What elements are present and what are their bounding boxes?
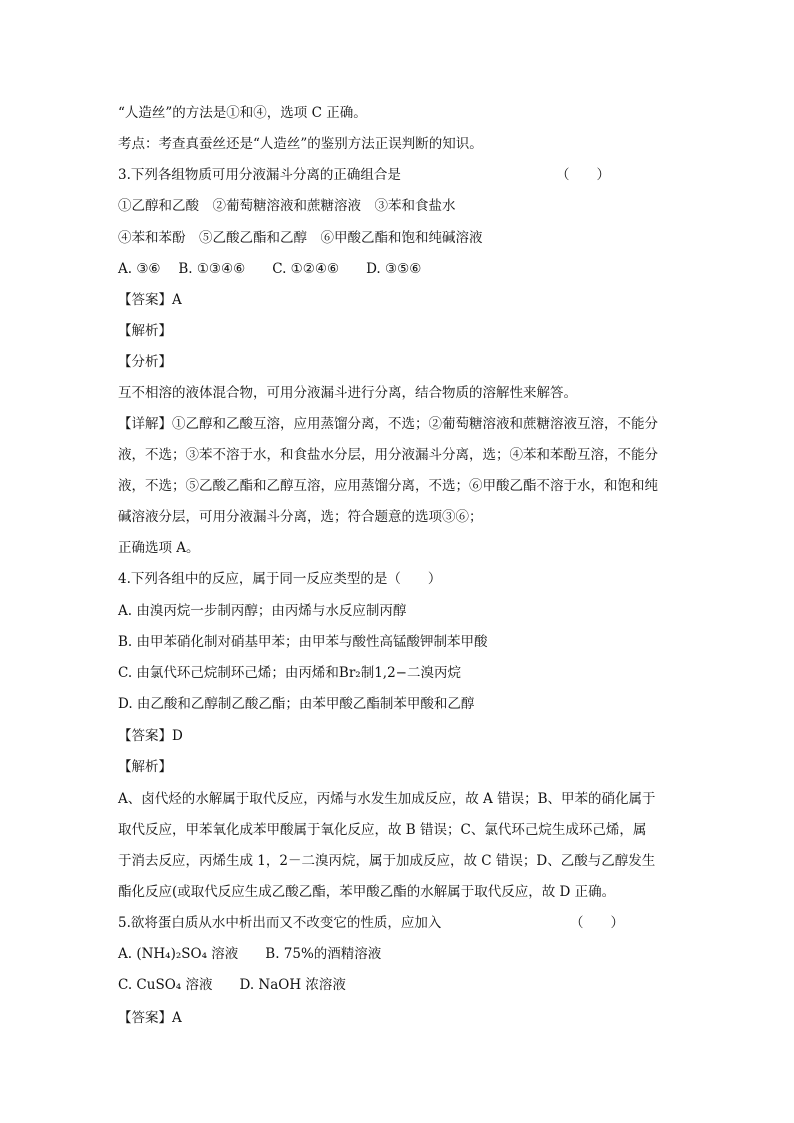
question-4-option-c: C. 由氯代环己烷制环己烯；由丙烯和Br₂制1,2−二溴丙烷 xyxy=(118,665,461,681)
question-3-fenxi-text: 互不相溶的液体混合物，可用分液漏斗进行分离，结合物质的溶解性来解答。 xyxy=(118,385,577,401)
question-3-answer-bracket: （ ） xyxy=(556,167,610,183)
question-5-answer: 【答案】A xyxy=(118,1010,182,1026)
question-5-stem: 5.欲将蛋白质从水中析出而又不改变它的性质，应加入 xyxy=(118,915,442,931)
question-3-answer: 【答案】A xyxy=(118,292,182,308)
question-3-items-2: ④苯和苯酚 ⑤乙酸乙酯和乙醇 ⑥甲酸乙酯和饱和纯碱溶液 xyxy=(118,230,483,246)
question-4-analysis-heading: 【解析】 xyxy=(118,759,172,775)
question-3-options: A. ③⑥ B. ①③④⑥ C. ①②④⑥ D. ③⑤⑥ xyxy=(118,261,422,277)
question-4-option-d: D. 由乙酸和乙醇制乙酸乙酯；由苯甲酸乙酯制苯甲酸和乙醇 xyxy=(118,696,475,712)
question-3-analysis-heading: 【解析】 xyxy=(118,323,172,339)
question-4-analysis-line-2: 取代反应，甲苯氧化成苯甲酸属于氧化反应，故 B 错误；C、氯代环己烷生成环己烯，属 xyxy=(118,822,647,838)
question-4-option-a: A. 由溴丙烷一步制丙醇；由丙烯与水反应制丙醇 xyxy=(118,603,407,619)
question-5-options-2: C. CuSO₄ 溶液 D. NaOH 浓溶液 xyxy=(118,977,346,993)
question-5-options-1: A. (NH₄)₂SO₄ 溶液 B. 75%的酒精溶液 xyxy=(118,946,382,962)
question-3-detail-line-3: 液，不选；⑤乙酸乙酯和乙醇互溶，应用蒸馏分离，不选；⑥甲酸乙酯不溶于水，和饱和纯 xyxy=(118,478,658,494)
question-4-analysis-line-4: 酯化反应(或取代反应生成乙酸乙酯，苯甲酸乙酯的水解属于取代反应，故 D 正确。 xyxy=(118,884,616,900)
question-3-detail-line-1: 【详解】①乙醇和乙酸互溶，应用蒸馏分离，不选；②葡萄糖溶液和蔗糖溶液互溶，不能分 xyxy=(118,416,658,432)
question-3-items-1: ①乙醇和乙酸 ②葡萄糖溶液和蔗糖溶液 ③苯和食盐水 xyxy=(118,198,456,214)
question-4-answer: 【答案】D xyxy=(118,728,183,744)
question-4-analysis-line-3: 于消去反应，丙烯生成 1，2－二溴丙烷，属于加成反应，故 C 错误；D、乙酸与乙醇发生 xyxy=(118,853,656,869)
question-5-answer-bracket: （ ） xyxy=(570,915,624,931)
text-line-1: “人造丝”的方法是①和④，选项 C 正确。 xyxy=(118,105,367,121)
text-line-2: 考点：考查真蚕丝还是“人造丝”的鉴别方法正误判断的知识。 xyxy=(118,136,483,152)
question-3-detail-line-2: 液，不选；③苯不溶于水，和食盐水分层，用分液漏斗分离，选；④苯和苯酚互溶，不能分 xyxy=(118,447,658,463)
question-3-fenxi-heading: 【分析】 xyxy=(118,354,172,370)
question-3-stem: 3.下列各组物质可用分液漏斗分离的正确组合是 xyxy=(118,167,401,183)
question-4-analysis-line-1: A、卤代烃的水解属于取代反应，丙烯与水发生加成反应，故 A 错误；B、甲苯的硝化属于 xyxy=(118,791,656,807)
question-3-conclusion: 正确选项 A。 xyxy=(118,540,200,556)
question-3-detail-line-4: 碱溶液分层，可用分液漏斗分离，选；符合题意的选项③⑥； xyxy=(118,509,483,525)
question-4-option-b: B. 由甲苯硝化制对硝基甲苯；由甲苯与酸性高锰酸钾制苯甲酸 xyxy=(118,634,488,650)
question-4-stem: 4.下列各组中的反应，属于同一反应类型的是（ ） xyxy=(118,571,442,587)
